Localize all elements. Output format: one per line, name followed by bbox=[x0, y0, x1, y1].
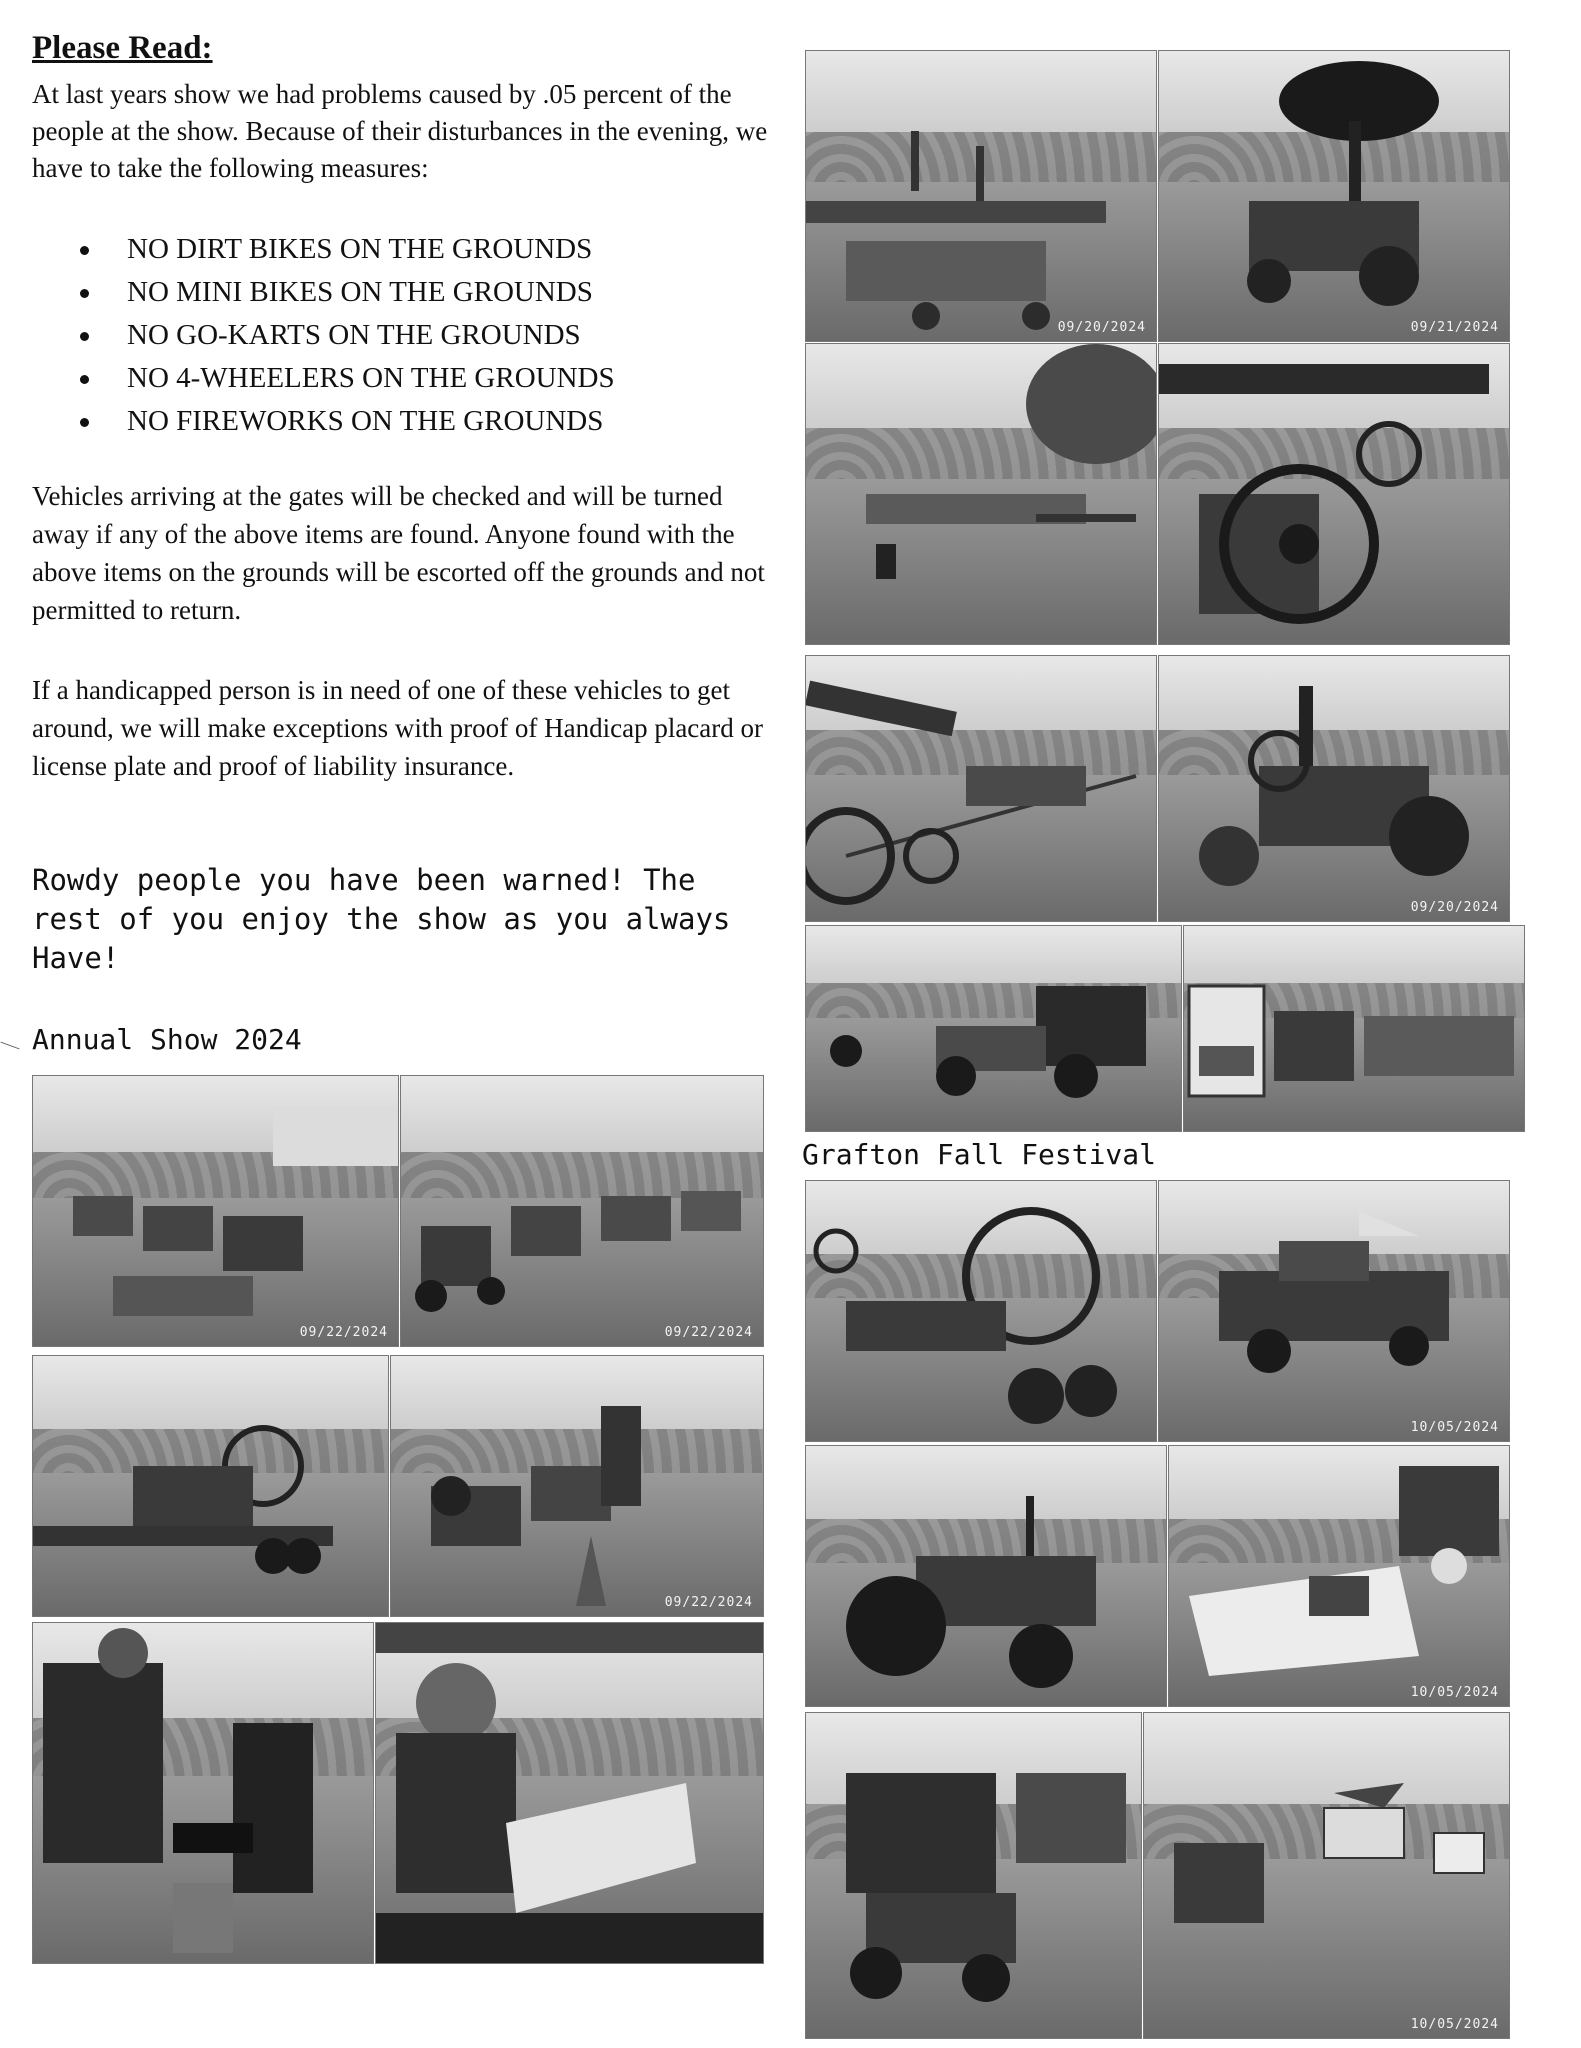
photo-show-grounds bbox=[805, 343, 1157, 645]
photo-craft-vendor bbox=[375, 1622, 764, 1964]
photo-date-stamp: 09/21/2024 bbox=[1410, 320, 1499, 335]
photo-classic-pickup bbox=[1158, 1180, 1510, 1442]
rule-item: NO MINI BIKES ON THE GROUNDS bbox=[80, 271, 615, 314]
photo-hit-miss-engines bbox=[390, 1355, 764, 1617]
photo-date-stamp: 09/20/2024 bbox=[1057, 320, 1146, 335]
notice-heading: Please Read: bbox=[32, 30, 213, 66]
photo-date-stamp: 10/05/2024 bbox=[1410, 1420, 1499, 1435]
photo-date-stamp: 09/20/2024 bbox=[1410, 900, 1499, 915]
photo-mini-vehicles bbox=[1143, 1712, 1510, 2039]
photo-vintage-sedan bbox=[805, 1712, 1142, 2039]
photo-garden-tractors bbox=[32, 1075, 399, 1347]
photo-date-stamp: 10/05/2024 bbox=[1410, 1685, 1499, 1700]
photo-model-engines-table bbox=[1168, 1445, 1510, 1707]
notice-intro: At last years show we had problems caused by .05 percent of the people at the show. Because of their disturbances in the evening, we have to take the following measures: bbox=[32, 79, 768, 183]
photo-date-stamp: 09/22/2024 bbox=[664, 1325, 753, 1340]
grafton-festival-caption: Grafton Fall Festival bbox=[802, 1138, 1157, 1171]
scan-mark bbox=[0, 1042, 19, 1050]
rule-item: NO GO-KARTS ON THE GROUNDS bbox=[80, 314, 615, 357]
photo-blacksmith bbox=[32, 1622, 374, 1964]
rowdy-warning: Rowdy people you have been warned! The rest of you enjoy the show as you always Have! bbox=[32, 863, 731, 975]
photo-steam-traction-engine bbox=[1158, 655, 1510, 922]
photo-steam-engine-smoke bbox=[1158, 50, 1510, 342]
vehicle-check-paragraph: Vehicles arriving at the gates will be checked and will be turned away if any of the above items are found. Anyone found with the above items on the grounds will be escorted off the grounds and not permitted to return. bbox=[32, 481, 765, 625]
photo-date-stamp: 09/22/2024 bbox=[664, 1595, 753, 1610]
rule-item: NO FIREWORKS ON THE GROUNDS bbox=[80, 400, 615, 443]
photo-date-stamp: 09/22/2024 bbox=[299, 1325, 388, 1340]
photo-ford-trucks bbox=[1183, 925, 1525, 1132]
photo-antique-trucks bbox=[805, 925, 1182, 1132]
rules-list bbox=[80, 228, 615, 443]
photo-flywheel-engine bbox=[805, 1180, 1157, 1442]
annual-show-caption: Annual Show 2024 bbox=[32, 1023, 302, 1056]
photo-universal-engine bbox=[1158, 343, 1510, 645]
handicap-exception-paragraph: If a handicapped person is in need of one of these vehicles to get around, we will make exceptions with proof of Handicap placard or license plate and proof of liability insurance. bbox=[32, 675, 764, 781]
photo-belt-driven-thresher bbox=[805, 655, 1157, 922]
photo-date-stamp: 10/05/2024 bbox=[1410, 2017, 1499, 2032]
photo-engine-trailer bbox=[32, 1355, 389, 1617]
photo-threshing-wagon bbox=[805, 50, 1157, 342]
rule-item: NO 4-WHEELERS ON THE GROUNDS bbox=[80, 357, 615, 400]
rule-item: NO DIRT BIKES ON THE GROUNDS bbox=[80, 228, 615, 271]
photo-farmall-tractor bbox=[805, 1445, 1167, 1707]
photo-tractor-row bbox=[400, 1075, 764, 1347]
